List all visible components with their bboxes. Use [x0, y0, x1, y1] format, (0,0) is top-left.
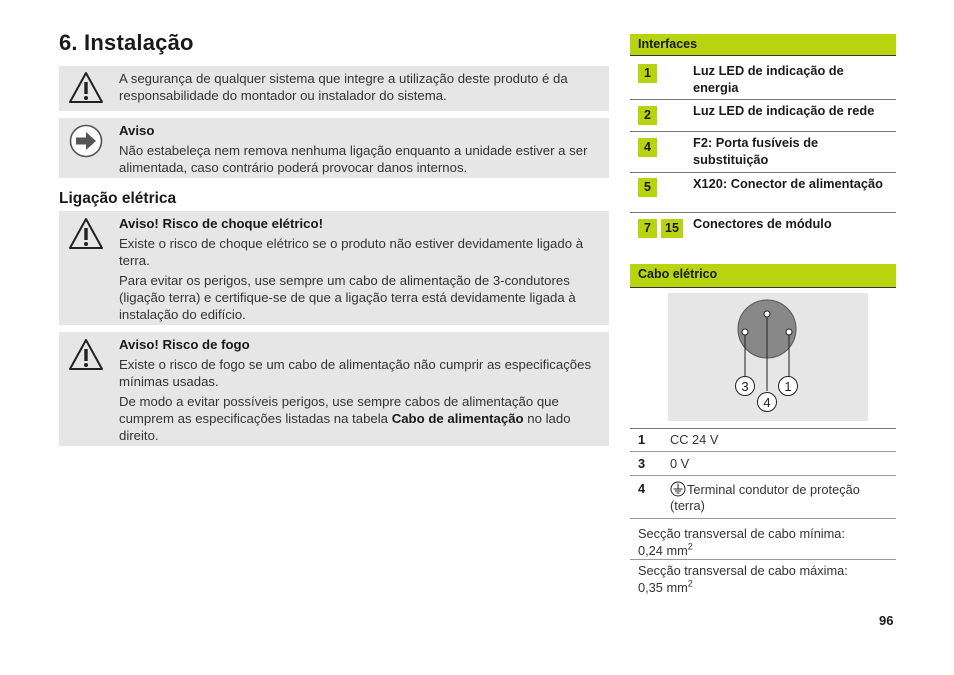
- max-section-value: 0,35 mm: [638, 580, 688, 595]
- interface-row: [630, 213, 896, 243]
- interface-row: [630, 58, 896, 100]
- max-section-row: [630, 560, 896, 600]
- fire-text-2: De modo a evitar possíveis perigos, use sempre cabos de alimentação que cumprem as especificações listadas na tabela Cabo de alimentação no lado direito.: [119, 394, 571, 443]
- page-number: 96: [879, 613, 894, 628]
- fire-heading: Aviso! Risco de fogo: [119, 337, 250, 352]
- wiring-pin: 1: [638, 432, 646, 447]
- section-heading: Ligação elétrica: [59, 190, 177, 207]
- fire-text-1: Existe o risco de fogo se um cabo de alimentação não cumprir as especificações mínimas usadas.: [119, 357, 592, 389]
- pin-label-1: 1: [784, 379, 792, 394]
- interface-row: [630, 100, 896, 132]
- interface-label: Luz LED de indicação de rede: [693, 103, 875, 118]
- interface-label: F2: Porta fusíveis de substituição: [693, 135, 819, 167]
- interface-number: 2: [638, 106, 657, 125]
- warning-triangle-icon: [67, 215, 105, 253]
- interface-row: [630, 132, 896, 173]
- wiring-value: Terminal condutor de proteção (terra): [670, 482, 860, 513]
- wiring-row: [630, 476, 896, 519]
- interface-label: Conectores de módulo: [693, 216, 832, 231]
- wiring-value: CC 24 V: [670, 432, 719, 447]
- max-section-label: Secção transversal de cabo máxima:: [638, 563, 848, 578]
- interface-number: 5: [638, 178, 657, 197]
- arrow-right-circle-icon: [67, 122, 105, 160]
- superscript: 2: [687, 578, 693, 589]
- interface-number: 1: [638, 64, 657, 83]
- warning-triangle-icon: [67, 69, 105, 107]
- shock-text-2: Para evitar os perigos, use sempre um cabo de alimentação de 3-condutores (ligação terra) e certifique-se de que a ligação terra está devidamente ligada à instalação do edifício.: [119, 273, 576, 322]
- wiring-value: 0 V: [670, 456, 690, 471]
- interface-label: Luz LED de indicação de energia: [693, 63, 844, 95]
- interface-label: X120: Conector de alimentação: [693, 176, 883, 191]
- notice-box: [59, 118, 609, 178]
- pin-label-3: 3: [741, 379, 749, 394]
- min-section-value: 0,24 mm: [638, 543, 688, 558]
- cable-header: Cabo elétrico: [630, 264, 896, 288]
- page-title: 6. Instalação: [59, 30, 194, 55]
- connector-diagram: [668, 293, 868, 421]
- wiring-row: [630, 429, 896, 452]
- wiring-pin: 3: [638, 456, 646, 471]
- wiring-pin: 4: [638, 481, 646, 496]
- notice-heading: Aviso: [119, 123, 155, 138]
- min-section-row: [630, 519, 896, 560]
- safety-responsibility-box: [59, 66, 609, 111]
- interface-number: 4: [638, 138, 657, 157]
- shock-text-1: Existe o risco de choque elétrico se o produto não estiver devidamente ligado à terra.: [119, 236, 584, 268]
- min-section-label: Secção transversal de cabo mínima:: [638, 526, 845, 541]
- pin-label-4: 4: [763, 395, 771, 410]
- power-cable-table-ref: Cabo de alimentação: [391, 411, 524, 426]
- fire-warning-box: [59, 332, 609, 446]
- connector-pinout-drawing: [668, 293, 868, 421]
- intro-text: A segurança de qualquer sistema que integre a utilização deste produto é da responsabilidade do montador ou instalador do sistema.: [119, 71, 568, 103]
- shock-warning-box: [59, 211, 609, 325]
- wiring-row: [630, 452, 896, 476]
- superscript: 2: [687, 541, 693, 552]
- interfaces-header: Interfaces: [630, 34, 896, 56]
- interface-number: 15: [661, 219, 683, 238]
- interface-row: [630, 173, 896, 213]
- notice-text: Não estabeleça nem remova nenhuma ligação enquanto a unidade estiver a ser alimentada, caso contrário poderá provocar danos internos.: [119, 143, 588, 175]
- interface-number: 7: [638, 219, 657, 238]
- warning-triangle-icon: [67, 336, 105, 374]
- shock-heading: Aviso! Risco de choque elétrico!: [119, 216, 323, 231]
